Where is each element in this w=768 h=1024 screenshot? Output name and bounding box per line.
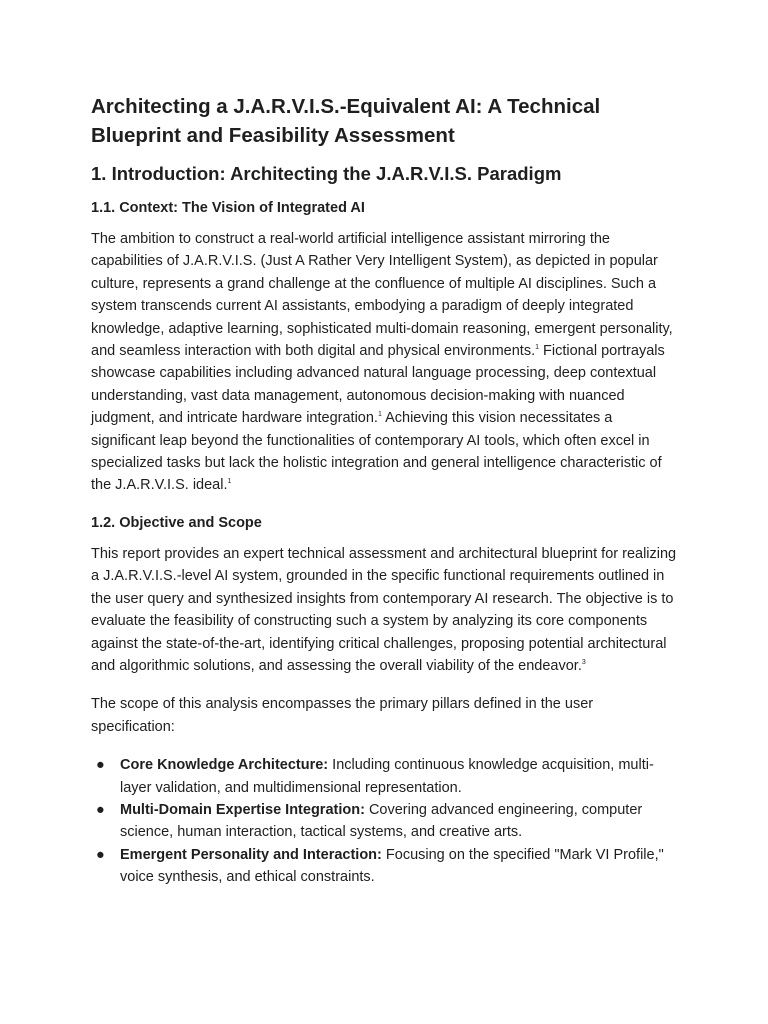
bullet-icon: ● (96, 757, 105, 774)
list-item-term: Multi-Domain Expertise Integration: (120, 801, 365, 818)
paragraph-context (91, 228, 678, 497)
subsection-heading-context: 1.1. Context: The Vision of Integrated AI (91, 200, 365, 216)
bullet-icon: ● (96, 846, 105, 863)
list-item-desc: Focusing on the specified "Mark VI Profile," voice synthesis, and ethical constraints. (120, 846, 664, 886)
paragraph-context-part2: Fictional portrayals showcase capabilities including advanced natural language processing, deep contextual understanding, vast data management, autonomous decision-making with nuanced judgment, and intricate hardware integration. (91, 343, 665, 427)
list-item-term: Emergent Personality and Interaction: (120, 846, 382, 863)
paragraph-context-part3: Achieving this vision necessitates a significant leap beyond the functionalities of contemporary AI tools, which often excel in specialized tasks but lack the holistic integration and general intelligence characteristic of the J.A.R.V.I.S. ideal. (91, 410, 662, 494)
list-item (91, 799, 678, 844)
document-title: Architecting a J.A.R.V.I.S.-Equivalent AI: A Technical Blueprint and Feasibility Assessment (91, 95, 601, 147)
footnote-ref[interactable]: 1 (535, 344, 540, 352)
list-item (91, 754, 678, 799)
list-item-desc: Covering advanced engineering, computer science, human interaction, tactical systems, and creative arts. (120, 801, 643, 841)
paragraph-context-part1: The ambition to construct a real-world artificial intelligence assistant mirroring the capabilities of J.A.R.V.I.S. (Just A Rather Very Intelligent System), as depicted in popular culture, represents a grand challenge at the confluence of multiple AI disciplines. Such a system transcends current AI assistants, embodying a paradigm of deeply integrated knowledge, adaptive learning, sophisticated multi-domain reasoning, emergent personality, and seamless interaction with both digital and physical environments. (91, 231, 673, 360)
footnote-ref[interactable]: 1 (377, 411, 382, 419)
subsection-heading-objective: 1.2. Objective and Scope (91, 514, 262, 531)
footnote-ref[interactable]: 3 (581, 659, 586, 667)
list-item-desc: Including continuous knowledge acquisition, multi-layer validation, and multidimensional representation. (120, 757, 654, 796)
scope-list (91, 754, 678, 888)
paragraph-objective (91, 543, 678, 677)
footnote-ref[interactable]: 1 (227, 478, 232, 486)
list-item (91, 844, 678, 889)
list-item-term: Core Knowledge Architecture: (120, 757, 329, 774)
bullet-icon: ● (96, 801, 105, 818)
section-heading-introduction: 1. Introduction: Architecting the J.A.R.V.I.S. Paradigm (91, 163, 562, 184)
paragraph-scope: The scope of this analysis encompasses the primary pillars defined in the user specification: (91, 696, 594, 735)
paragraph-objective-text: This report provides an expert technical assessment and architectural blueprint for realizing a J.A.R.V.I.S.-level AI system, grounded in the specific functional requirements outlined in the user query and synthesized insights from contemporary AI research. The objective is to evaluate the feasibility of constructing such a system by analyzing its core components against the state-of-the-art, identifying critical challenges, proposing potential architectural and algorithmic solutions, and assessing the overall viability of the endeavor. (91, 545, 677, 674)
